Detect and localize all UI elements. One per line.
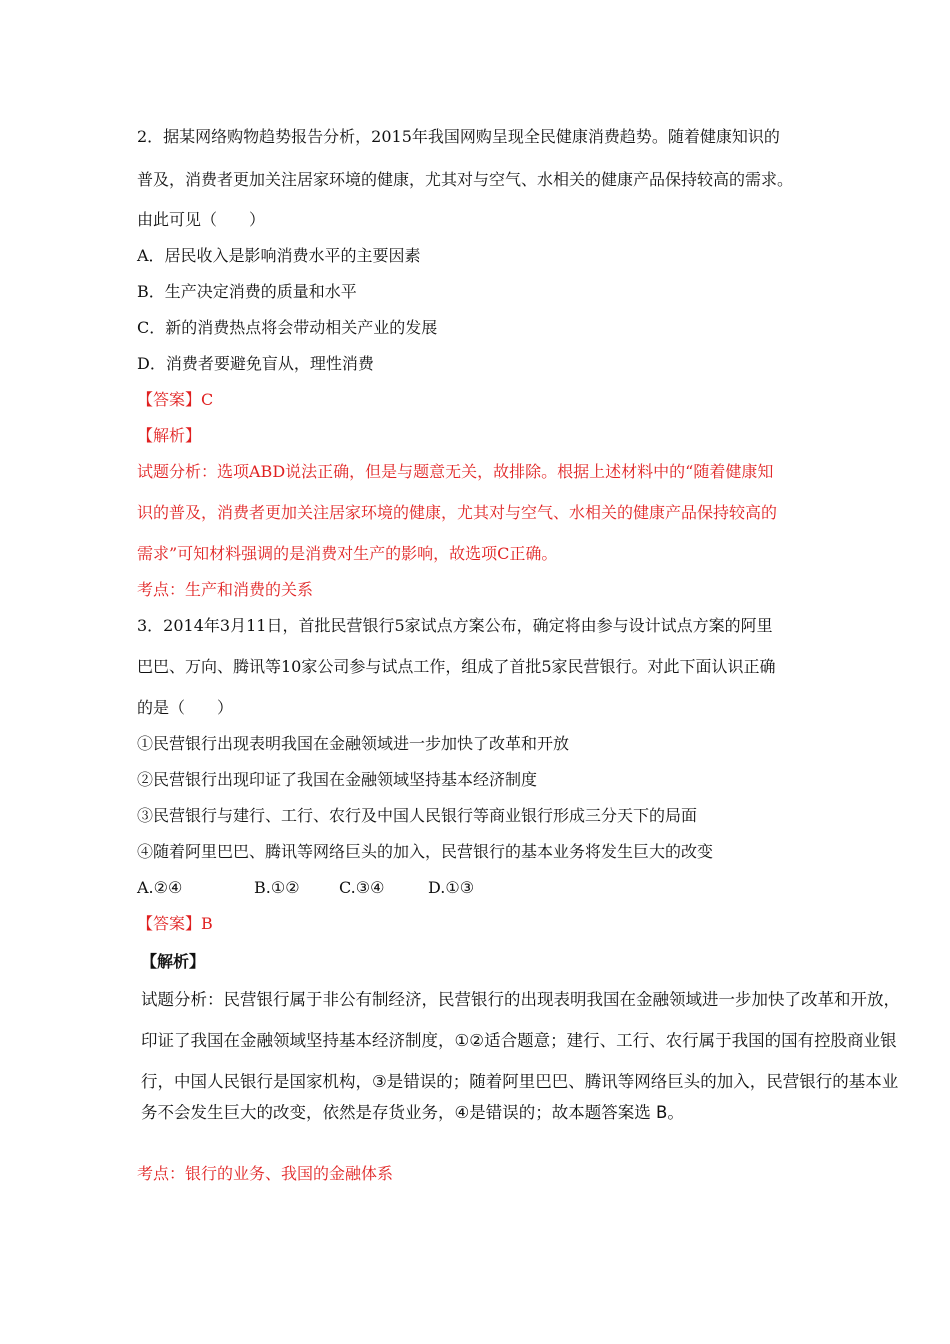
q3-statement-1: ①民营银行出现表明我国在金融领域进一步加快了改革和开放: [137, 734, 570, 753]
q3-kaodian: 考点：银行的业务、我国的金融体系: [137, 1164, 394, 1183]
q2-option-c: C．新的消费热点将会带动相关产业的发展: [137, 318, 438, 337]
q2-kaodian: 考点：生产和消费的关系: [137, 580, 314, 599]
q2-option-d: D．消费者要避免盲从，理性消费: [137, 354, 374, 373]
q3-choice-c: C.③④: [339, 878, 385, 897]
q3-analysis-line-3: 行，中国人民银行是国家机构，③是错误的；随着阿里巴巴、腾讯等网络巨头的加入，民营银行的基本业: [141, 1072, 899, 1091]
q2-analysis-line-3: 需求”可知材料强调的是消费对生产的影响，故选项C正确。: [137, 544, 558, 563]
q3-answer: 【答案】B: [137, 914, 213, 933]
q3-choices: [137, 878, 474, 898]
q2-analysis-line-2: 识的普及，消费者更加关注居家环境的健康，尤其对与空气、水相关的健康产品保持较高的: [137, 503, 778, 522]
q3-analysis-line-4: 务不会发生巨大的改变，依然是存货业务，④是错误的；故本题答案选 B。: [141, 1103, 684, 1122]
q3-stem-line-3: 的是（ ）: [137, 698, 234, 717]
q3-choice-d: D.①③: [428, 878, 475, 897]
q3-choice-a: A.②④: [137, 878, 183, 897]
q2-option-a: A．居民收入是影响消费水平的主要因素: [137, 246, 421, 265]
q3-statement-4: ④随着阿里巴巴、腾讯等网络巨头的加入，民营银行的基本业务将发生巨大的改变: [137, 842, 714, 861]
q3-statement-3: ③民营银行与建行、工行、农行及中国人民银行等商业银行形成三分天下的局面: [137, 806, 698, 825]
q2-analysis-line-1: 试题分析：选项ABD说法正确，但是与题意无关，故排除。根据上述材料中的“随着健康知: [137, 462, 774, 481]
q2-stem-line-1: 2．据某网络购物趋势报告分析，2015年我国网购呈现全民健康消费趋势。随着健康知识的: [137, 127, 780, 146]
q2-answer: 【答案】C: [137, 390, 214, 409]
q3-analysis-line-2: 印证了我国在金融领域坚持基本经济制度，①②适合题意；建行、工行、农行属于我国的国有控股商业银: [141, 1031, 897, 1050]
q3-stem-line-1: 3．2014年3月11日，首批民营银行5家试点方案公布，确定将由参与设计试点方案的阿里: [137, 616, 773, 635]
q3-analysis-line-1: 试题分析：民营银行属于非公有制经济，民营银行的出现表明我国在金融领域进一步加快了改革和开放，: [141, 990, 900, 1009]
q3-analysis-heading: 【解析】: [141, 952, 206, 971]
q2-option-b: B．生产决定消费的质量和水平: [137, 282, 357, 301]
q2-stem-line-2: 普及，消费者更加关注居家环境的健康，尤其对与空气、水相关的健康产品保持较高的需求。: [137, 170, 794, 189]
q3-stem-line-2: 巴巴、万向、腾讯等10家公司参与试点工作，组成了首批5家民营银行。对此下面认识正确: [137, 657, 776, 676]
q2-stem-line-3: 由此可见（ ）: [137, 210, 266, 229]
q3-statement-2: ②民营银行出现印证了我国在金融领域坚持基本经济制度: [137, 770, 538, 789]
q3-choice-b: B.①②: [254, 878, 300, 897]
q2-analysis-heading: 【解析】: [137, 426, 202, 445]
